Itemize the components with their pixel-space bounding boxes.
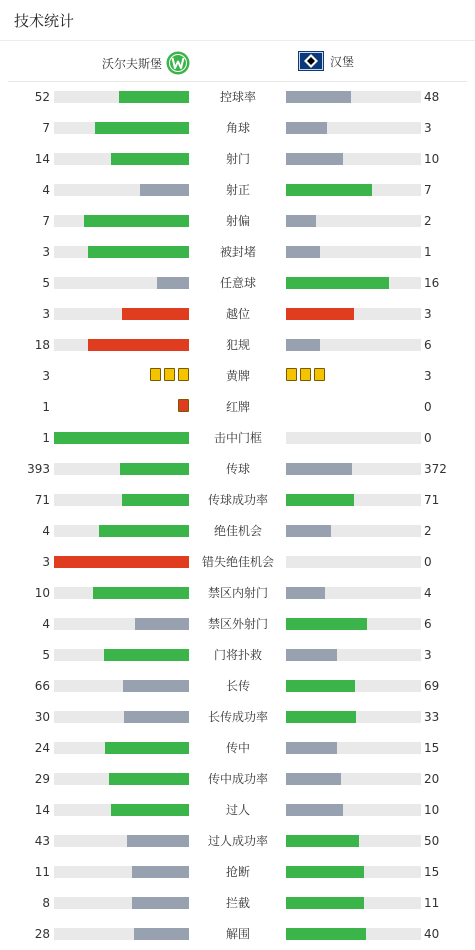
- away-stat-bar-fill: [286, 91, 351, 103]
- home-stat-bar-fill: [111, 804, 189, 816]
- away-stat-bar: [286, 91, 421, 103]
- home-stat-bar-fill: [54, 432, 189, 444]
- stat-row: [0, 392, 475, 423]
- stat-row: [0, 516, 475, 547]
- away-stat-value: 3: [424, 307, 432, 321]
- stat-row: [0, 206, 475, 237]
- yellow-card-icon: [314, 368, 325, 381]
- wolfsburg-logo-icon: [166, 51, 190, 75]
- home-stat-bar-fill: [120, 463, 189, 475]
- home-stat-value: 4: [42, 617, 50, 631]
- stat-row: [0, 547, 475, 578]
- stat-label: 任意球: [219, 276, 256, 290]
- home-stat-bar-fill: [109, 773, 189, 785]
- stat-row: [0, 144, 475, 175]
- away-stat-bar: [286, 587, 421, 599]
- yellow-card-icon: [164, 368, 175, 381]
- away-stat-bar: [286, 277, 421, 289]
- away-stat-bar: [286, 556, 421, 568]
- home-stat-value: 66: [34, 679, 50, 693]
- stat-label: 传球成功率: [207, 493, 268, 507]
- stat-label: 传球: [225, 462, 250, 476]
- stat-label: 犯规: [225, 338, 250, 352]
- stat-label: 控球率: [219, 90, 256, 104]
- away-stat-bar-fill: [286, 246, 320, 258]
- home-stat-bar: [54, 866, 189, 878]
- away-stat-bar-fill: [286, 153, 343, 165]
- stat-label: 长传成功率: [207, 710, 268, 724]
- away-stat-bar-fill: [286, 835, 359, 847]
- home-stat-bar-fill: [134, 928, 189, 940]
- home-team-name: 沃尔夫斯堡: [102, 56, 163, 71]
- home-stat-value: 30: [34, 710, 50, 724]
- stat-label: 传中: [225, 741, 250, 755]
- away-stat-bar: [286, 153, 421, 165]
- away-stat-bar: [286, 897, 421, 909]
- stat-label: 过人成功率: [207, 834, 268, 848]
- home-stat-value: 5: [42, 648, 50, 662]
- home-stat-bar: [54, 525, 189, 537]
- away-stat-value: 71: [424, 493, 440, 507]
- away-stat-bar: [286, 246, 421, 258]
- away-stat-bar: [286, 649, 421, 661]
- home-stat-bar-fill: [132, 897, 189, 909]
- stat-row: [0, 578, 475, 609]
- away-stat-bar: [286, 680, 421, 692]
- stat-row: [0, 299, 475, 330]
- teams-header: [8, 41, 467, 82]
- home-stat-bar-fill: [135, 618, 189, 630]
- home-stat-value: 7: [42, 121, 50, 135]
- away-stat-bar: [286, 711, 421, 723]
- home-stat-bar: [54, 587, 189, 599]
- home-stat-value: 11: [34, 865, 50, 879]
- home-stat-value: 10: [34, 586, 50, 600]
- stat-row: [0, 237, 475, 268]
- stat-label: 角球: [225, 121, 250, 135]
- stat-label: 被封堵: [219, 245, 256, 259]
- stat-row: [0, 702, 475, 733]
- stat-label: 错失绝佳机会: [201, 555, 274, 569]
- away-stat-bar: [286, 773, 421, 785]
- stat-row: [0, 113, 475, 144]
- header: [0, 0, 475, 41]
- home-stat-value: 29: [34, 772, 50, 786]
- away-stat-bar-fill: [286, 494, 354, 506]
- away-stat-bar-fill: [286, 928, 366, 940]
- away-stat-bar-fill: [286, 742, 337, 754]
- stat-row: [0, 175, 475, 206]
- away-stat-value: 0: [424, 431, 432, 445]
- home-stat-bar: [54, 184, 189, 196]
- home-stat-value: 3: [42, 369, 50, 383]
- home-team[interactable]: [102, 51, 190, 75]
- home-stat-bar-fill: [99, 525, 189, 537]
- stat-label: 越位: [225, 307, 250, 321]
- stat-label: 射偏: [225, 214, 250, 228]
- home-stat-bar: [54, 122, 189, 134]
- home-stat-bar-fill: [127, 835, 189, 847]
- away-stat-bar-fill: [286, 897, 364, 909]
- stat-label: 射门: [225, 152, 250, 166]
- away-stat-bar-fill: [286, 525, 331, 537]
- away-stat-value: 40: [424, 927, 440, 941]
- home-stat-bar-fill: [132, 866, 189, 878]
- stat-row: [0, 423, 475, 454]
- stat-label: 拦截: [225, 896, 250, 910]
- home-stat-value: 4: [42, 524, 50, 538]
- home-stat-value: 52: [34, 90, 50, 104]
- stat-row: [0, 268, 475, 299]
- stat-label: 黄牌: [225, 369, 250, 383]
- page-title: 技术统计: [14, 12, 75, 30]
- away-stat-value: 3: [424, 648, 432, 662]
- red-card-icon: [178, 399, 189, 412]
- stat-row: [0, 609, 475, 640]
- home-stat-bar-fill: [140, 184, 189, 196]
- away-stat-value: 15: [424, 741, 440, 755]
- away-stat-bar-fill: [286, 122, 327, 134]
- stat-label: 绝佳机会: [213, 524, 262, 538]
- stat-label: 传中成功率: [207, 772, 268, 786]
- home-stat-value: 1: [42, 431, 50, 445]
- stat-row: [0, 330, 475, 361]
- away-stat-value: 0: [424, 400, 432, 414]
- stat-label: 门将扑救: [213, 648, 262, 662]
- stat-row: [0, 361, 475, 392]
- away-stat-value: 6: [424, 338, 432, 352]
- away-stat-bar-fill: [286, 215, 316, 227]
- yellow-card-icon: [150, 368, 161, 381]
- home-stat-bar-fill: [122, 494, 190, 506]
- away-stat-bar: [286, 184, 421, 196]
- away-team[interactable]: [298, 51, 354, 71]
- home-stat-bar: [54, 618, 189, 630]
- away-stat-bar: [286, 122, 421, 134]
- away-stat-bar: [286, 928, 421, 940]
- home-stat-bar: [54, 835, 189, 847]
- away-stat-value: 48: [424, 90, 440, 104]
- stat-row: [0, 764, 475, 795]
- away-stat-bar: [286, 432, 421, 444]
- stat-row: [0, 826, 475, 857]
- home-stat-value: 14: [34, 152, 50, 166]
- stat-row: [0, 857, 475, 888]
- home-stat-bar: [54, 773, 189, 785]
- home-cards: [150, 368, 189, 381]
- home-stat-bar: [54, 897, 189, 909]
- home-stat-value: 18: [34, 338, 50, 352]
- home-stat-value: 7: [42, 214, 50, 228]
- home-stat-value: 5: [42, 276, 50, 290]
- away-stat-bar: [286, 618, 421, 630]
- stat-row: [0, 733, 475, 764]
- home-stat-bar-fill: [119, 91, 189, 103]
- home-stat-bar-fill: [123, 680, 189, 692]
- home-stat-bar-fill: [111, 153, 189, 165]
- away-stat-value: 10: [424, 803, 440, 817]
- away-stat-bar-fill: [286, 866, 364, 878]
- away-stat-bar-fill: [286, 308, 354, 320]
- away-stat-value: 6: [424, 617, 432, 631]
- home-stat-bar-fill: [84, 215, 189, 227]
- away-stat-bar: [286, 835, 421, 847]
- home-stat-bar: [54, 215, 189, 227]
- away-stat-value: 4: [424, 586, 432, 600]
- away-stat-bar-fill: [286, 587, 325, 599]
- away-stat-value: 0: [424, 555, 432, 569]
- stat-label: 击中门框: [213, 431, 262, 445]
- home-stat-bar: [54, 153, 189, 165]
- home-cards: [178, 399, 189, 412]
- away-stat-bar: [286, 866, 421, 878]
- stat-label: 射正: [225, 183, 250, 197]
- stat-label: 禁区内射门: [207, 586, 268, 600]
- yellow-card-icon: [178, 368, 189, 381]
- hamburg-logo-icon: [298, 51, 324, 71]
- home-stat-value: 1: [42, 400, 50, 414]
- stat-label: 红牌: [225, 400, 250, 414]
- home-stat-bar-fill: [88, 339, 189, 351]
- away-stat-value: 1: [424, 245, 432, 259]
- away-team-name: 汉堡: [330, 54, 355, 69]
- home-stat-bar-fill: [88, 246, 189, 258]
- stat-row: [0, 919, 475, 950]
- home-stat-value: 14: [34, 803, 50, 817]
- home-stat-bar-fill: [95, 122, 190, 134]
- away-stat-value: 15: [424, 865, 440, 879]
- away-stat-bar-fill: [286, 339, 320, 351]
- away-stat-bar-fill: [286, 804, 343, 816]
- home-stat-bar-fill: [54, 556, 189, 568]
- away-stat-value: 2: [424, 214, 432, 228]
- home-stat-bar: [54, 804, 189, 816]
- away-stat-bar-fill: [286, 773, 341, 785]
- away-stat-value: 33: [424, 710, 440, 724]
- away-stat-bar-fill: [286, 680, 355, 692]
- yellow-card-icon: [300, 368, 311, 381]
- stat-row: [0, 485, 475, 516]
- away-stat-value: 11: [424, 896, 440, 910]
- stat-label: 解围: [225, 927, 250, 941]
- home-stat-value: 3: [42, 555, 50, 569]
- home-stat-value: 8: [42, 896, 50, 910]
- away-stat-bar-fill: [286, 184, 372, 196]
- home-stat-value: 71: [34, 493, 50, 507]
- away-stat-bar-fill: [286, 649, 337, 661]
- home-stat-bar-fill: [105, 742, 189, 754]
- away-stat-bar-fill: [286, 463, 352, 475]
- home-stat-value: 24: [34, 741, 50, 755]
- yellow-card-icon: [286, 368, 297, 381]
- stat-label: 抢断: [225, 865, 250, 879]
- away-stat-value: 372: [424, 462, 447, 476]
- home-stat-bar: [54, 432, 189, 444]
- stat-label: 禁区外射门: [207, 617, 268, 631]
- away-stat-value: 20: [424, 772, 440, 786]
- stat-row: [0, 795, 475, 826]
- away-cards: [286, 368, 325, 381]
- home-stat-bar: [54, 339, 189, 351]
- away-stat-value: 10: [424, 152, 440, 166]
- away-stat-bar: [286, 215, 421, 227]
- away-stat-bar-fill: [286, 618, 367, 630]
- stat-label: 长传: [225, 679, 250, 693]
- stat-label: 过人: [225, 803, 250, 817]
- home-stat-bar-fill: [93, 587, 189, 599]
- away-stat-value: 50: [424, 834, 440, 848]
- home-stat-bar: [54, 246, 189, 258]
- away-stat-bar: [286, 494, 421, 506]
- away-stat-bar: [286, 339, 421, 351]
- away-stat-bar: [286, 742, 421, 754]
- home-stat-bar: [54, 308, 189, 320]
- home-stat-value: 3: [42, 245, 50, 259]
- stat-row: [0, 640, 475, 671]
- home-stat-bar-fill: [124, 711, 189, 723]
- home-stat-value: 43: [34, 834, 50, 848]
- away-stat-bar-fill: [286, 277, 389, 289]
- home-stat-bar: [54, 928, 189, 940]
- home-stat-bar-fill: [104, 649, 189, 661]
- home-stat-value: 4: [42, 183, 50, 197]
- home-stat-bar: [54, 463, 189, 475]
- away-stat-bar: [286, 308, 421, 320]
- home-stat-value: 393: [27, 462, 50, 476]
- away-stat-bar-fill: [286, 711, 356, 723]
- home-stat-value: 28: [34, 927, 50, 941]
- home-stat-bar: [54, 556, 189, 568]
- away-stat-bar: [286, 525, 421, 537]
- home-stat-bar: [54, 277, 189, 289]
- home-stat-bar: [54, 680, 189, 692]
- home-stat-bar-fill: [157, 277, 189, 289]
- away-stat-value: 7: [424, 183, 432, 197]
- home-stat-bar: [54, 649, 189, 661]
- away-stat-value: 2: [424, 524, 432, 538]
- stat-row: [0, 671, 475, 702]
- home-stat-bar: [54, 91, 189, 103]
- home-stat-bar-fill: [122, 308, 190, 320]
- stat-row: [0, 888, 475, 919]
- away-stat-value: 16: [424, 276, 440, 290]
- away-stat-bar: [286, 804, 421, 816]
- away-stat-bar: [286, 463, 421, 475]
- home-stat-bar: [54, 494, 189, 506]
- home-stat-bar: [54, 711, 189, 723]
- away-stat-value: 69: [424, 679, 440, 693]
- home-stat-bar: [54, 742, 189, 754]
- stat-row: [0, 82, 475, 113]
- home-stat-value: 3: [42, 307, 50, 321]
- away-stat-value: 3: [424, 121, 432, 135]
- stat-row: [0, 454, 475, 485]
- away-stat-value: 3: [424, 369, 432, 383]
